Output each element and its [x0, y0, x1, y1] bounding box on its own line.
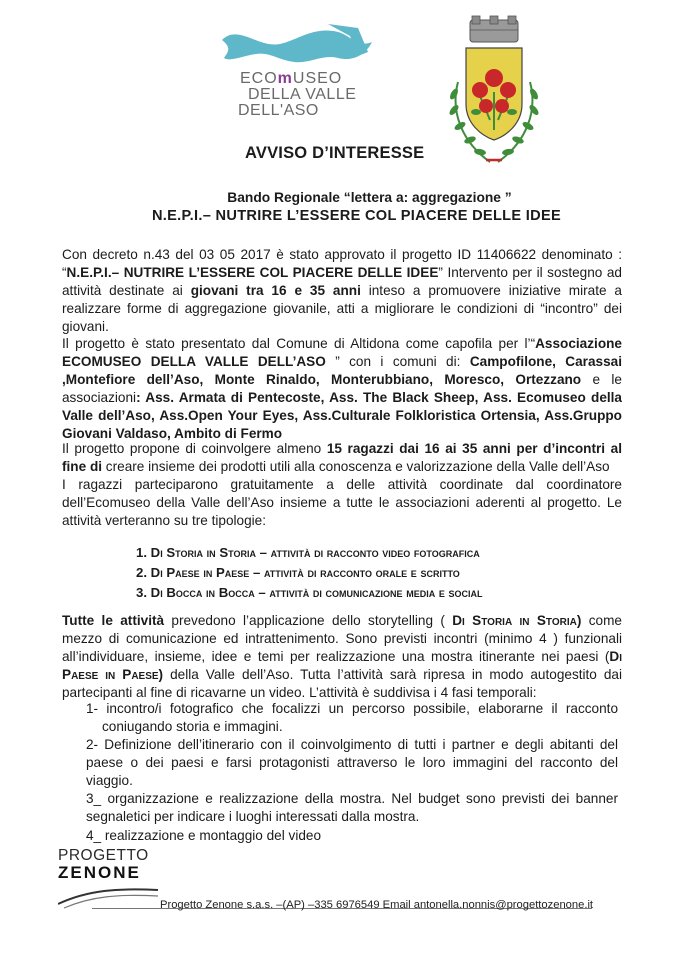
paragraph-decree: Con decreto n.43 del 03 05 2017 è stato approvato il progetto ID 11406622 denominato : “N.E.P.I.– NUTRIRE L’ESSERE COL PIACERE DELLE IDEE” Intervento per il sostegno ad attività destinate ai giovani tra 16 e 35 anni inteso a promuovere iniziative mirate a realizzare forme di aggregazione giovanile, atti a migliorare le condizioni di “incontro” dei giovani.: [62, 247, 622, 335]
zenone-logo-line1: PROGETTO: [58, 847, 149, 864]
list-item: 3. Di Bocca in Bocca – attività di comunicazione media e social: [136, 585, 483, 600]
bando-subtitle: Bando Regionale “lettera a: aggregazione ”: [227, 190, 512, 205]
list-item: 1- incontro/i fotografico che focalizzi un percorso possibile, elaborarne il racconto coniugando storia e immagini.: [86, 701, 618, 735]
list-item: 2- Definizione dell’itinerario con il coinvolgimento di tutti i partner e degli abitanti del paese o dei paesi e farsi protagonisti attraverso le loro immagini del racconto del viaggio.: [86, 737, 618, 789]
zenone-swoosh-icon: [58, 884, 158, 910]
paragraph-partners: Il progetto è stato presentato dal Comune di Altidona come capofila per l’“Associazione ECOMUSEO DELLA VALLE DELL’ASO ” con i comuni di: Campofilone, Carassai ,Montefiore dell’Aso, Monte Rinaldo, Monterubbiano, Moresco, Ortezzano e le associazioni: Ass. Armata di Pentecoste, Ass. The Black Sheep, Ass. Ecomuseo della Valle dell’Aso, Ass.Open Your Eyes, Ass.Culturale Folkloristica Ortensia, Ass.Gruppo Giovani Valdaso, Ambito di Fermo: [62, 336, 622, 442]
paragraph-activities: Tutte le attività prevedono l’applicazione dello storytelling ( Di Storia in Storia) come mezzo di comunicazione ed intrattenimento. Sono previsti incontri (minimo 4 ) funzionali all’individuare, insieme, idee e temi per realizzazione una mostra itinerante nei paesi (Di Paese in Paese) della Valle dell’Aso. Tutta l’attività sarà ripresa in modo autogestito dai partecipanti al fine di ricavarne un video. L’attività è suddivisa i 4 fasi temporali:: [62, 613, 622, 701]
progetto-zenone-logo: [58, 846, 148, 910]
ecomuseo-wordmark-line3: DELL'ASO: [238, 102, 319, 119]
paragraph-proposal: Il progetto propone di coinvolgere almeno 15 ragazzi dai 16 ai 35 anni per d’incontri al fine di creare insieme dei prodotti utili alla conoscenza e valorizzazione della Valle dell’Aso I ragazzi parteciparono gratuitamente a delle attività coordinate dal coordinatore dell’Ecomuseo della Valle dell’Aso insieme a tutte le associazioni aderenti al progetto. Le attività verteranno su tre tipologie:: [62, 441, 622, 529]
zenone-logo-line2: ZENONE: [58, 863, 141, 882]
footer-contact: Progetto Zenone s.a.s. –(AP) –335 6976549 Email antonella.nonnis@progettozenone.it: [160, 899, 594, 911]
ecomuseo-wordmark-line2: DELLA VALLE: [248, 86, 357, 103]
ecomuseo-logo: [218, 18, 388, 119]
list-item: 3_ organizzazione e realizzazione della mostra. Nel budget sono previsti dei banner segnaletici per indicare i luoghi interessati dalla mostra.: [86, 791, 618, 825]
list-item: 4_ realizzazione e montaggio del video: [86, 827, 322, 843]
notice-title: AVVISO D’INTERESSE: [245, 144, 425, 162]
coat-of-arms-emblem: [440, 12, 548, 172]
list-item: 2. Di Paese in Paese – attività di racconto orale e scritto: [136, 565, 460, 580]
list-item: 1. Di Storia in Storia – attività di racconto video fotografica: [136, 545, 480, 560]
project-title: N.E.P.I.– NUTRIRE L’ESSERE COL PIACERE DELLE IDEE: [151, 208, 562, 224]
ecomuseo-wordmark-line1: ECOmUSEO: [240, 70, 343, 87]
ecomuseo-bird-icon: [218, 18, 388, 74]
coat-of-arms-icon: [440, 12, 548, 172]
phases-list: [86, 700, 618, 845]
activities-list: [136, 544, 483, 604]
